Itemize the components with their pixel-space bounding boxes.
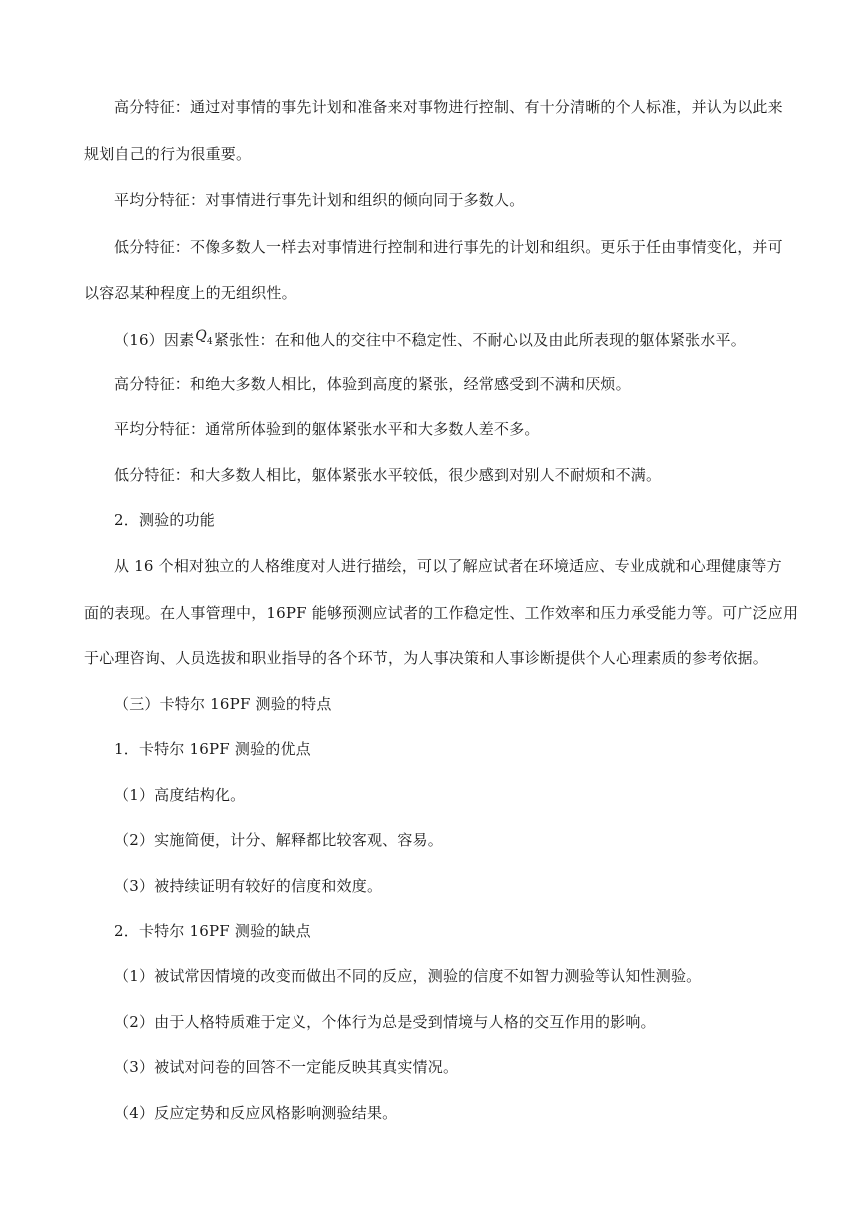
list-item: （4）反应定势和反应风格影响测验结果。 (114, 1104, 398, 1122)
paragraph-line: 平均分特征：对事情进行事先计划和组织的倾向同于多数人。 (114, 191, 525, 209)
paragraph-line: 低分特征：和大多数人相比，躯体紧张水平较低，很少感到对别人不耐烦和不满。 (114, 466, 662, 484)
section-heading: 2．卡特尔 16PF 测验的缺点 (114, 922, 311, 940)
paragraph-line: 高分特征：通过对事情的事先计划和准备来对事物进行控制、有十分清晰的个人标准，并认为以此来 (114, 98, 783, 116)
paragraph-line: 高分特征：和绝大多数人相比，体验到高度的紧张，经常感受到不满和厌烦。 (114, 375, 631, 393)
paragraph-line: 面的表现。在人事管理中，16PF 能够预测应试者的工作稳定性、工作效率和压力承受能力等。可广泛应用 (84, 604, 799, 622)
q4-symbol: $Q_4$ (195, 328, 213, 347)
factor-heading-text: 紧张性：在和他人的交往中不稳定性、不耐心以及由此所表现的躯体紧张水平。 (213, 331, 746, 349)
paragraph-line: 规划自己的行为很重要。 (84, 145, 252, 163)
list-item: （2）由于人格特质难于定义，个体行为总是受到情境与人格的交互作用的影响。 (114, 1013, 656, 1031)
factor-heading-line (114, 330, 746, 357)
section-heading: 1．卡特尔 16PF 测验的优点 (114, 740, 311, 758)
list-item: （2）实施简便，计分、解释都比较客观、容易。 (114, 831, 443, 849)
list-item: （3）被试对问卷的回答不一定能反映其真实情况。 (114, 1058, 459, 1076)
section-heading: （三）卡特尔 16PF 测验的特点 (114, 695, 332, 713)
list-item: （1）被试常因情境的改变而做出不同的反应，测验的信度不如智力测验等认知性测验。 (114, 967, 702, 985)
list-item: （3）被持续证明有较好的信度和效度。 (114, 877, 383, 895)
paragraph-line: 平均分特征：通常所体验到的躯体紧张水平和大多数人差不多。 (114, 420, 540, 438)
paragraph-line: 于心理咨询、人员选拔和职业指导的各个环节，为人事决策和人事诊断提供个人心理素质的参考依据。 (84, 649, 769, 667)
section-heading: 2．测验的功能 (114, 511, 215, 529)
factor-heading-prefix: （16）因素 (114, 331, 195, 349)
paragraph-line: 低分特征：不像多数人一样去对事情进行控制和进行事先的计划和组织。更乐于任由事情变化，并可 (114, 238, 783, 256)
paragraph-line: 从 16 个相对独立的人格维度对人进行描绘，可以了解应试者在环境适应、专业成就和心理健康等方 (114, 557, 782, 575)
list-item: （1）高度结构化。 (114, 786, 246, 804)
paragraph-line: 以容忍某种程度上的无组织性。 (84, 284, 297, 302)
